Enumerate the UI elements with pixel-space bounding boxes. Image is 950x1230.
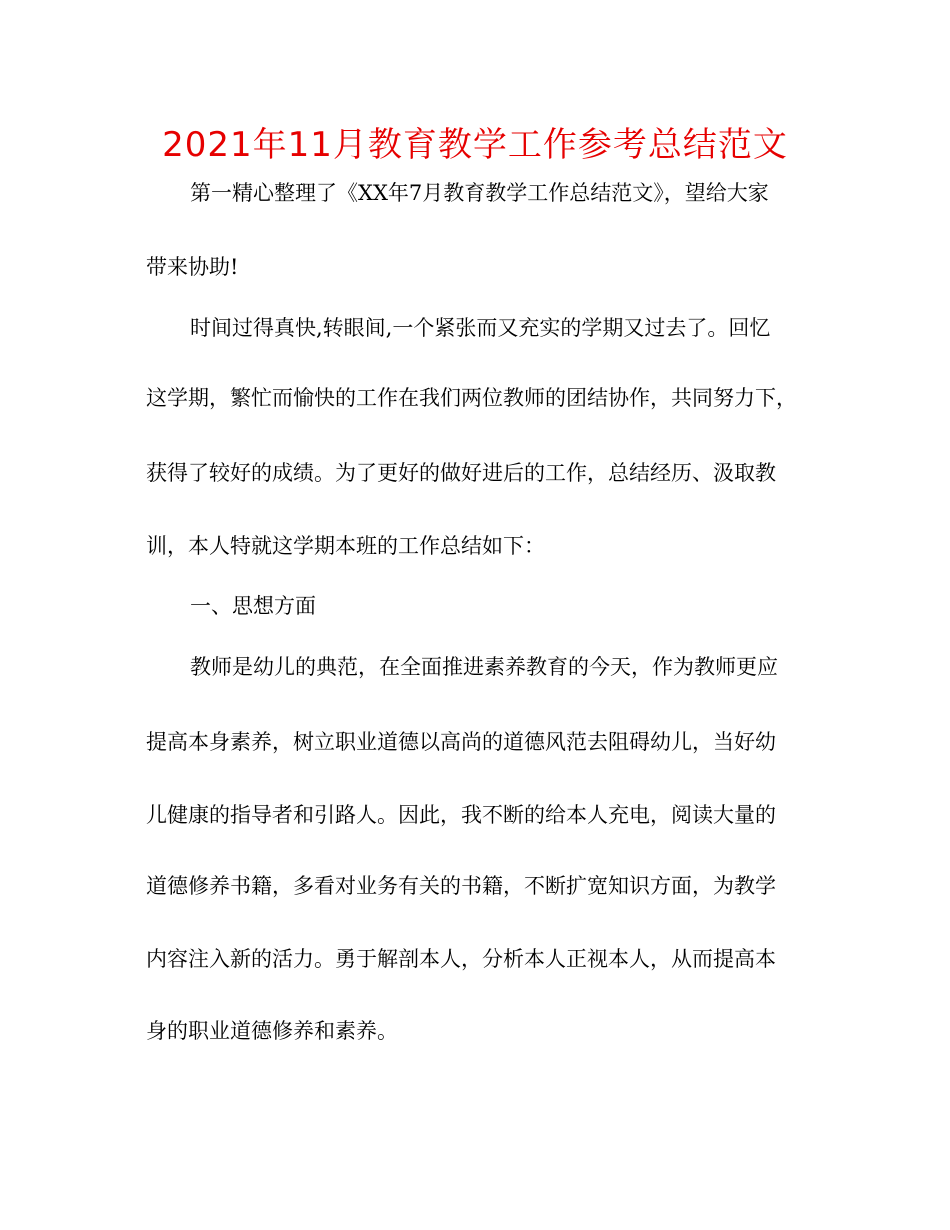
paragraph-line: 儿健康的指导者和引路人。因此，我不断的给本人充电，阅读大量的 [146,803,776,827]
paragraph-line: 内容注入新的活力。勇于解剖本人，分析本人正视本人，从而提高本 [146,947,776,971]
paragraph-line: 身的职业道德修养和素养。 [146,1019,398,1043]
paragraph-line: 训，本人特就这学期本班的工作总结如下： [146,534,545,558]
paragraph-line: 获得了较好的成绩。为了更好的做好进后的工作，总结经历、汲取教 [146,461,776,485]
paragraph-line: 时间过得真快,转眼间,一个紧张而又充实的学期又过去了。回忆 [190,316,771,340]
paragraph-line: 教师是幼儿的典范，在全面推进素养教育的今天，作为教师更应 [190,655,778,679]
paragraph-line: 这学期，繁忙而愉快的工作在我们两位教师的团结协作，共同努力下， [146,386,797,410]
paragraph-line: 第一精心整理了《XX年7月教育教学工作总结范文》，望给大家 [190,181,769,205]
paragraph-line: 带来协助! [146,255,239,279]
paragraph-line: 道德修养书籍，多看对业务有关的书籍，不断扩宽知识方面，为教学 [146,874,776,898]
document-title: 2021年11月教育教学工作参考总结范文 [162,125,788,165]
paragraph-line: 提高本身素养，树立职业道德以高尚的道德风范去阻碍幼儿，当好幼 [146,730,776,754]
section-heading: 一、思想方面 [190,594,316,618]
